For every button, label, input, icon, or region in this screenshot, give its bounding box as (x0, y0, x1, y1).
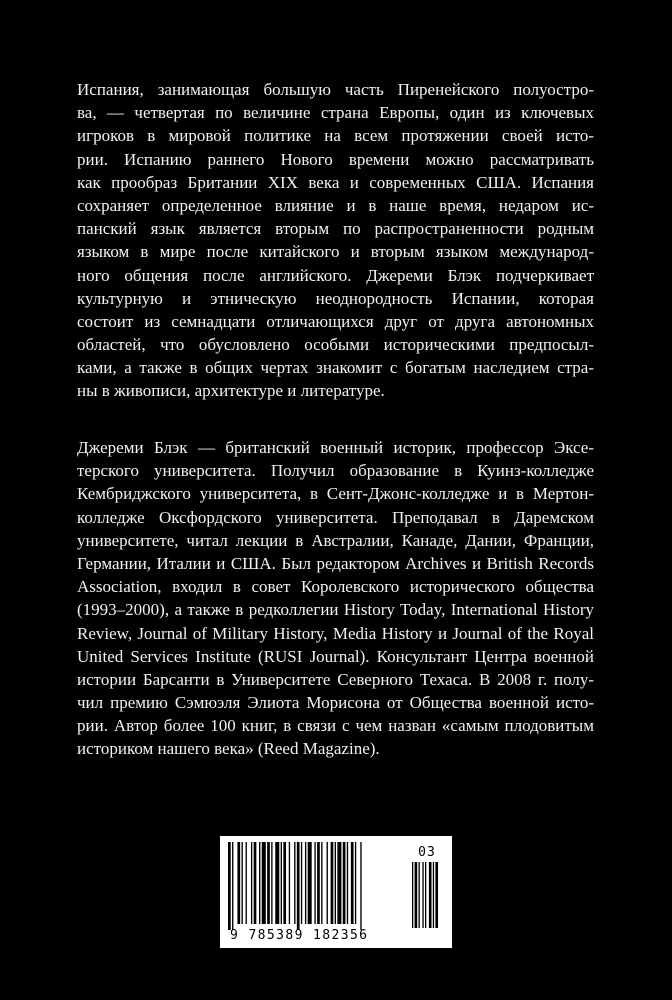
author-bio-line: рии. Автор более 100 книг, в связи с чем назван «самым плодовитым (77, 716, 594, 736)
annotation-line: состоит из семнадцати отличающихся друг от друга автономных (77, 311, 594, 331)
annotation-line: ва, — четвертая по величине страна Европы, один из ключевых (77, 103, 594, 123)
barcode-bar (360, 842, 361, 930)
barcode-bar (335, 842, 336, 924)
barcode-addon-digits: 03 (418, 845, 436, 860)
barcode-bar (301, 842, 302, 924)
barcode-bar (331, 842, 334, 924)
barcode-addon-bar (415, 862, 418, 928)
barcode-bar (308, 842, 312, 924)
barcode-bar (246, 842, 247, 924)
barcode-bar (262, 842, 266, 924)
barcode-bar (232, 842, 233, 930)
barcode-addon-bar (412, 862, 413, 928)
barcode-bar (251, 842, 252, 924)
barcode-addon-bar (435, 862, 438, 928)
barcode-addon-bar (419, 862, 420, 928)
barcode-bar (317, 842, 320, 924)
annotation-line: Испания, занимающая большую часть Пиренейского полуостро- (77, 80, 594, 99)
barcode-bar (297, 842, 300, 930)
author-bio-line: (1993–2000), а также в редколлегии History Today, International History (77, 600, 594, 620)
author-bio-line: университете, читал лекции в Австралии, Канаде, Дании, Франции, (77, 530, 594, 550)
author-bio-line: Association, входил в совет Королевского исторического общества (77, 577, 594, 597)
annotation-line: ного общения после английского. Джереми Блэк подчеркивает (77, 265, 594, 285)
annotation-line: языком в мире после китайского и вторым языком международ- (77, 242, 594, 262)
barcode-bar (343, 842, 346, 924)
barcode-addon-bar (429, 862, 432, 928)
barcode-bar (281, 842, 282, 924)
author-bio-line: Джереми Блэк — британский военный историк, профессор Эксе- (77, 438, 594, 457)
annotation-line: ками, а также в общих чертах знакомит с богатым наследием стра- (77, 358, 594, 378)
book-annotation (77, 78, 594, 403)
author-bio-line: историком нашего века» (Reed Magazine). (77, 739, 380, 759)
barcode-bar (289, 842, 290, 924)
author-bio-line: истории Барсанти в Университете Северного Техаса. В 2008 г. полу- (77, 669, 594, 689)
barcode-bar (267, 842, 270, 924)
annotation-line: панский язык является вторым по распространенности родным (77, 219, 594, 239)
barcode-bar (347, 842, 348, 924)
author-bio-line: United Services Institute (RUSI Journal). Консультант Центра военной (77, 646, 594, 666)
barcode-addon-bar (422, 862, 423, 928)
annotation-line: ны в живописи, архитектуре и литературе. (77, 381, 385, 401)
barcode-bar (228, 842, 231, 930)
barcode-bar (254, 842, 257, 924)
barcode-addon-bar (425, 862, 426, 928)
author-bio-line: Review, Journal of Military History, Media History и Journal of the Royal (77, 623, 594, 643)
barcode-bar (242, 842, 243, 924)
barcode-bar (275, 842, 279, 924)
annotation-line: областей, что обусловлено особыми историческими предпосыл- (77, 335, 594, 355)
annotation-line: игроков в мировой политике на всем протяжении своей исто- (77, 126, 594, 146)
author-bio-line: колледже Оксфордского университета. Преподавал в Даремском (77, 507, 594, 527)
author-bio (77, 436, 594, 761)
barcode-bar (283, 842, 286, 924)
barcode-addon-bar (433, 862, 434, 928)
barcode-bar (294, 842, 295, 924)
barcode-bar (355, 842, 356, 924)
barcode-bar (259, 842, 260, 924)
barcode-bar (305, 842, 306, 924)
annotation-line: как прообраз Британии XIX века и современных США. Испания (77, 172, 594, 192)
barcode-bar (314, 842, 315, 924)
barcode-bar (237, 842, 240, 924)
barcode-bar (351, 842, 354, 924)
barcode-bar (337, 842, 341, 924)
author-bio-line: терского университета. Получил образование в Куинз-колледже (77, 461, 594, 481)
author-bio-line: чил премию Сэмюэля Элиота Морисона от Общества военной исто- (77, 693, 594, 713)
barcode-bar (327, 842, 328, 924)
annotation-line: культурную и этническую неоднородность Испании, которая (77, 288, 594, 308)
isbn-barcode (220, 836, 452, 948)
author-bio-line: Кембриджского университета, в Сент-Джонс-колледже и в Мертон- (77, 484, 594, 504)
barcode-bar (271, 842, 272, 924)
barcode-digits: 9 785389 182356 (230, 928, 369, 943)
annotation-line: сохраняет определенное влияние и в наше время, недаром ис- (77, 195, 594, 215)
annotation-line: рии. Испанию раннего Нового времени можно рассматривать (77, 149, 594, 169)
author-bio-line: Германии, Италии и США. Был редактором Archives и British Records (77, 553, 594, 573)
barcode-bar (321, 842, 322, 924)
